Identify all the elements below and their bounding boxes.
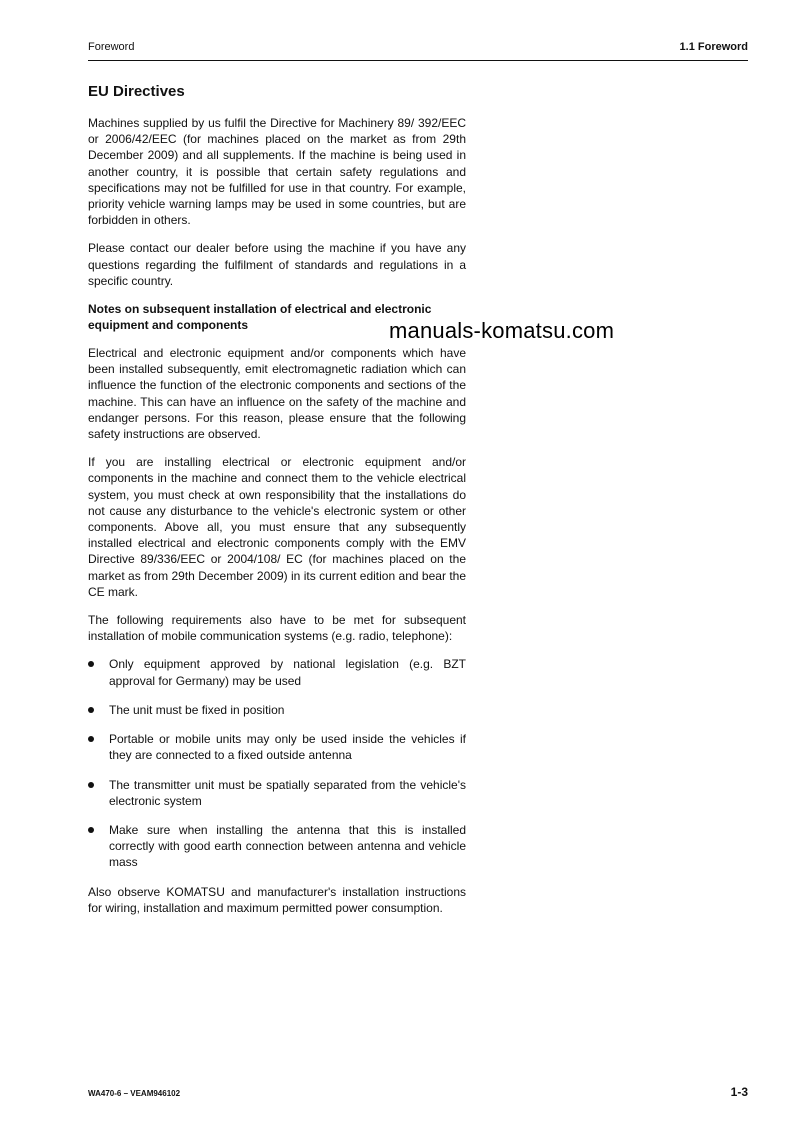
running-header-right: 1.1 Foreword (679, 41, 748, 53)
subheading-installation: Notes on subsequent installation of electrical and electronic equipment and components (88, 302, 432, 333)
bullet-dot-icon (88, 827, 94, 833)
paragraph-contact-dealer: Please contact our dealer before using the machine if you have any questions regarding the fulfilment of standards and regulations in a specific country. (88, 241, 466, 288)
list-item-text: Portable or mobile units may only be used inside the vehicles if they are connected to a fixed outside antenna (109, 732, 466, 763)
list-item (88, 656, 466, 688)
list-item-text: Make sure when installing the antenna that this is installed correctly with good earth connection between antenna and vehicle mass (109, 822, 466, 870)
footer-model-code: WA470-6 – VEAM946102 (88, 1089, 181, 1098)
list-item-text: The unit must be fixed in position (109, 702, 285, 717)
bullet-dot-icon (88, 661, 94, 667)
watermark: manuals-komatsu.com (389, 318, 615, 343)
bullet-dot-icon (88, 782, 94, 788)
paragraph-observe-instructions: Also observe KOMATSU and manufacturer's installation instructions for wiring, installation and maximum permitted power consumption. (88, 884, 466, 915)
paragraph-requirements-intro: The following requirements also have to be met for subsequent installation of mobile communication systems (e.g. radio, telephone): (88, 613, 466, 644)
page-number: 1-3 (730, 1085, 748, 1099)
list-item (88, 822, 466, 871)
list-item-text: The transmitter unit must be spatially separated from the vehicle's electronic system (109, 777, 466, 808)
section-title: EU Directives (88, 83, 185, 100)
paragraph-emission: Electrical and electronic equipment and/or components which have been installed subsequently, emit electromagnetic radiation which can influence the function of the electronic components and sections of the machine. This can have an influence on the safety of the machine and endanger persons. For this reason, please ensure that the following safety instructions are observed. (88, 346, 466, 442)
running-header-left: Foreword (88, 41, 135, 53)
bullet-dot-icon (88, 707, 94, 713)
main-content (88, 82, 466, 928)
paragraph-directives: Machines supplied by us fulfil the Directive for Machinery 89/ 392/EEC or 2006/42/EEC (for machines placed on the market as from 29th December 2009) and all supplements. If the machine is being used in another country, it is possible that certain safety regulations and specifications may not be fulfilled for use in that country. For example, priority vehicle warning lamps may be used in some countries, but are forbidden in others. (88, 116, 466, 228)
list-item (88, 777, 466, 809)
list-item (88, 731, 466, 763)
list-item (88, 702, 466, 718)
paragraph-installation-check: If you are installing electrical or electronic equipment and/or components in the machine and connect them to the vehicle electrical system, you must check at own responsibility that the installations do not cause any disturbance to the vehicle's electronic system or other components. Above all, you must ensure that any subsequently installed electrical and electronic components comply with the EMV Directive 89/336/EEC or 2004/108/ EC (for machines placed on the market as from 29th December 2009) in its current edition and bear the CE mark. (88, 455, 466, 599)
header-divider (88, 60, 748, 61)
bullet-dot-icon (88, 736, 94, 742)
list-item-text: Only equipment approved by national legislation (e.g. BZT approval for Germany) may be used (109, 657, 466, 688)
requirements-list (88, 656, 466, 870)
